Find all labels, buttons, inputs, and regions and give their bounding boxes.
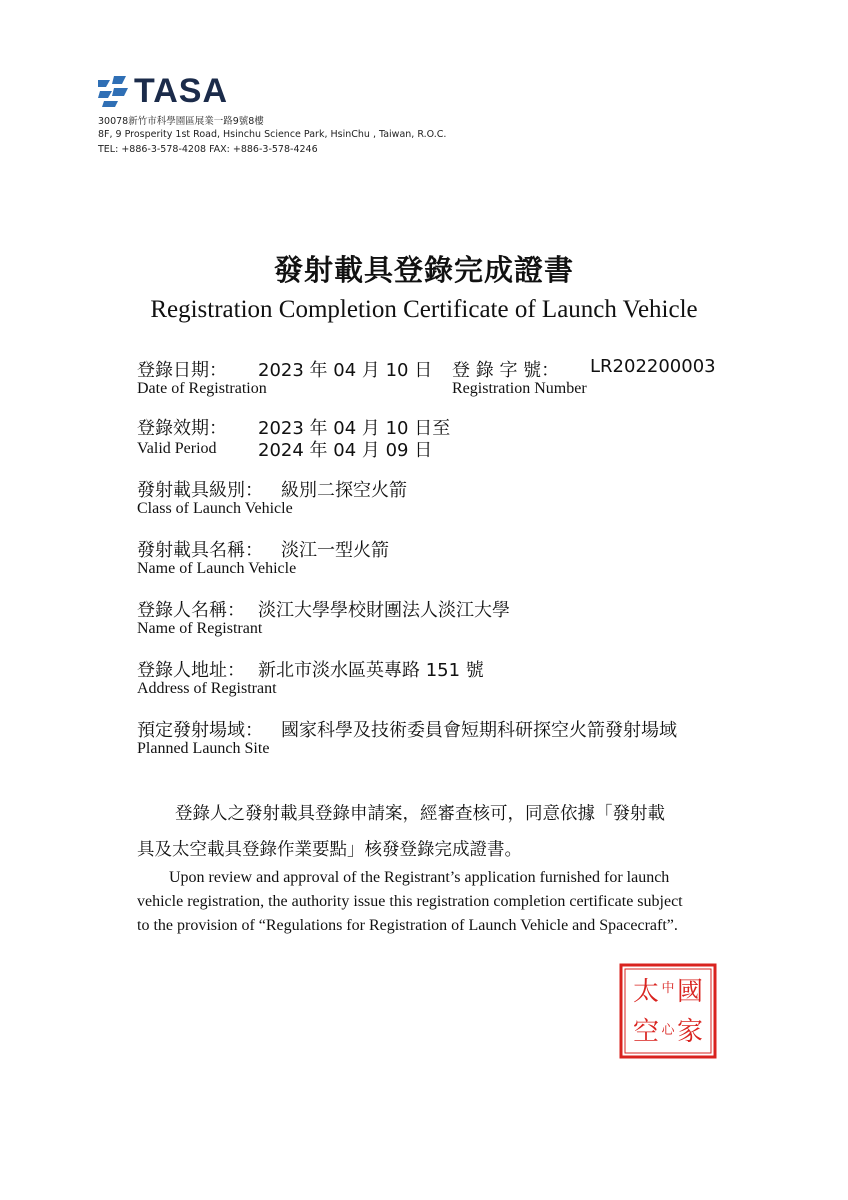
class-label-zh: 發射載具級別： bbox=[137, 480, 263, 501]
address-en: 8F, 9 Prosperity 1st Road, Hsinchu Science Park, HsinChu , Taiwan, R.O.C. bbox=[98, 129, 447, 140]
vehicle-name-label-zh: 發射載具名稱： bbox=[137, 540, 263, 561]
reg-number-label-zh: 登 錄 字 號： bbox=[452, 360, 560, 381]
statement-zh-line1: 登錄人之發射載具登錄申請案，經審查核可，同意依據「發射載 bbox=[175, 804, 665, 824]
registrant-address-label-en: Address of Registrant bbox=[137, 680, 277, 697]
date-value: 2023 年 04 月 10 日 bbox=[258, 360, 433, 381]
statement-en-line1: Upon review and approval of the Registrant’s application furnished for launch bbox=[169, 869, 670, 886]
valid-from-value: 2023 年 04 月 10 日至 bbox=[258, 418, 451, 439]
logo-text: TASA bbox=[134, 72, 229, 110]
svg-text:中: 中 bbox=[661, 981, 675, 996]
reg-number-label-en: Registration Number bbox=[452, 380, 587, 397]
registrant-value: 淡江大學學校財團法人淡江大學 bbox=[258, 600, 510, 621]
launch-site-label-zh: 預定發射場域： bbox=[137, 720, 263, 741]
valid-to-value: 2024 年 04 月 09 日 bbox=[258, 440, 433, 461]
valid-label-en: Valid Period bbox=[137, 440, 217, 457]
tasa-logo-icon bbox=[96, 74, 130, 108]
title-zh: 發射載具登錄完成證書 bbox=[273, 253, 574, 287]
registrant-label-en: Name of Registrant bbox=[137, 620, 263, 637]
svg-text:太: 太 bbox=[632, 977, 660, 1007]
registrant-label-zh: 登錄人名稱： bbox=[137, 600, 245, 621]
address-zh: 30078新竹市科學園區展業一路9號8樓 bbox=[98, 116, 264, 127]
svg-text:家: 家 bbox=[676, 1017, 704, 1047]
statement-zh-line2: 具及太空載具登錄作業要點」核發登錄完成證書。 bbox=[137, 840, 522, 860]
svg-text:空: 空 bbox=[632, 1017, 660, 1047]
title-en: Registration Completion Certificate of Launch Vehicle bbox=[150, 296, 698, 323]
date-label-en: Date of Registration bbox=[137, 380, 267, 397]
statement-en-line3: to the provision of “Regulations for Registration of Launch Vehicle and Spacecraft”. bbox=[137, 917, 678, 934]
vehicle-name-label-en: Name of Launch Vehicle bbox=[137, 560, 297, 577]
contact-info: TEL: +886-3-578-4208 FAX: +886-3-578-4246 bbox=[98, 144, 318, 155]
svg-text:國: 國 bbox=[676, 977, 704, 1007]
valid-label-zh: 登錄效期： bbox=[137, 418, 227, 439]
registrant-address-label-zh: 登錄人地址： bbox=[137, 660, 245, 681]
reg-number-value: LR202200003 bbox=[590, 356, 716, 377]
class-label-en: Class of Launch Vehicle bbox=[137, 500, 293, 517]
registrant-address-value: 新北市淡水區英專路 151 號 bbox=[258, 660, 484, 681]
date-label-zh: 登錄日期： bbox=[137, 360, 227, 381]
official-seal bbox=[618, 962, 718, 1060]
launch-site-value: 國家科學及技術委員會短期科研探空火箭發射場域 bbox=[281, 720, 677, 741]
statement-en-line2: vehicle registration, the authority issue this registration completion certificate subject bbox=[137, 893, 683, 910]
tasa-logo bbox=[96, 73, 228, 109]
svg-text:心: 心 bbox=[661, 1023, 675, 1038]
vehicle-name-value: 淡江一型火箭 bbox=[281, 540, 389, 561]
launch-site-label-en: Planned Launch Site bbox=[137, 740, 270, 757]
class-value: 級別二探空火箭 bbox=[281, 480, 407, 501]
